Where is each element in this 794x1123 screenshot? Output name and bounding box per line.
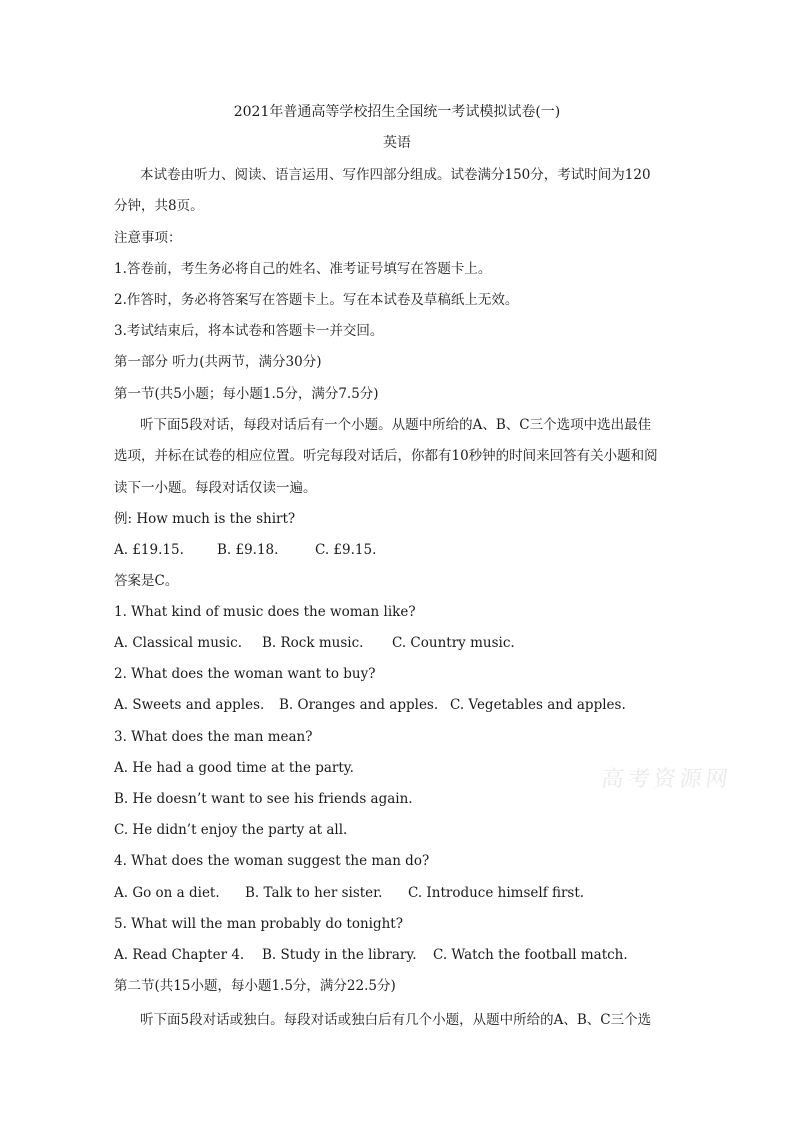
option-a: A. Sweets and apples. <box>114 697 265 713</box>
example-answer: 答案是C。 <box>114 573 179 589</box>
note-item: 1.答卷前，考生务必将自己的姓名、准考证号填写在答题卡上。 <box>114 261 492 277</box>
intro-line-2: 分钟，共8页。 <box>114 198 204 214</box>
section1-instructions-2: 选项，并标在试卷的相应位置。听完每段对话后，你都有10秒钟的时间来回答有关小题和阅 <box>114 448 658 464</box>
option-c: C. Country music. <box>392 635 515 651</box>
section1-instructions-3: 读下一小题。每段对话仅读一遍。 <box>114 480 317 496</box>
question-3-option-a: A. He had a good time at the party. <box>114 760 354 776</box>
example-question: 例: How much is the shirt? <box>114 511 296 527</box>
option-c: C. Watch the football match. <box>433 947 628 963</box>
subject-title: 英语 <box>383 135 411 151</box>
question-3-option-c: C. He didn’t enjoy the party at all. <box>114 822 348 838</box>
section2-heading: 第二节(共15小题，每小题1.5分，满分22.5分) <box>114 978 396 994</box>
watermark-logo: 高考资源网 <box>599 767 734 792</box>
section2-instructions: 听下面5段对话或独白。每段对话或独白后有几个小题，从题中所给的A、B、C三个选 <box>140 1012 652 1028</box>
question-3-option-b: B. He doesn’t want to see his friends again. <box>114 791 413 807</box>
section1-heading: 第一节(共5小题；每小题1.5分，满分7.5分) <box>114 386 379 402</box>
question-1: 1. What kind of music does the woman like? <box>114 604 416 620</box>
option-c: C. Vegetables and apples. <box>450 697 626 713</box>
option-b: B. Oranges and apples. <box>279 697 439 713</box>
question-2: 2. What does the woman want to buy? <box>114 666 376 682</box>
exam-title: 2021年普通高等学校招生全国统一考试模拟试卷(一) <box>233 104 561 120</box>
note-item: 3.考试结束后，将本试卷和答题卡一并交回。 <box>114 323 384 339</box>
option-b: B. Rock music. <box>262 635 364 651</box>
option-b: B. Talk to her sister. <box>245 885 383 901</box>
example-option-a: A. £19.15. <box>114 542 184 558</box>
option-a: A. Read Chapter 4. <box>114 947 245 963</box>
example-option-b: B. £9.18. <box>217 542 279 558</box>
question-4: 4. What does the woman suggest the man do? <box>114 853 430 869</box>
notes-heading: 注意事项： <box>114 230 182 246</box>
option-b: B. Study in the library. <box>262 947 417 963</box>
section1-instructions-1: 听下面5段对话，每段对话后有一个小题。从题中所给的A、B、C三个选项中选出最佳 <box>140 417 652 433</box>
question-5: 5. What will the man probably do tonight? <box>114 916 403 932</box>
intro-line-1: 本试卷由听力、阅读、语言运用、写作四部分组成。试卷满分150分，考试时间为120 <box>140 167 651 183</box>
example-option-c: C. £9.15. <box>315 542 377 558</box>
option-a: A. Classical music. <box>114 635 243 651</box>
note-item: 2.作答时，务必将答案写在答题卡上。写在本试卷及草稿纸上无效。 <box>114 292 519 308</box>
option-a: A. Go on a diet. <box>114 885 220 901</box>
part1-heading: 第一部分 听力(共两节，满分30分) <box>114 354 322 370</box>
question-3: 3. What does the man mean? <box>114 729 313 745</box>
option-c: C. Introduce himself first. <box>408 885 585 901</box>
